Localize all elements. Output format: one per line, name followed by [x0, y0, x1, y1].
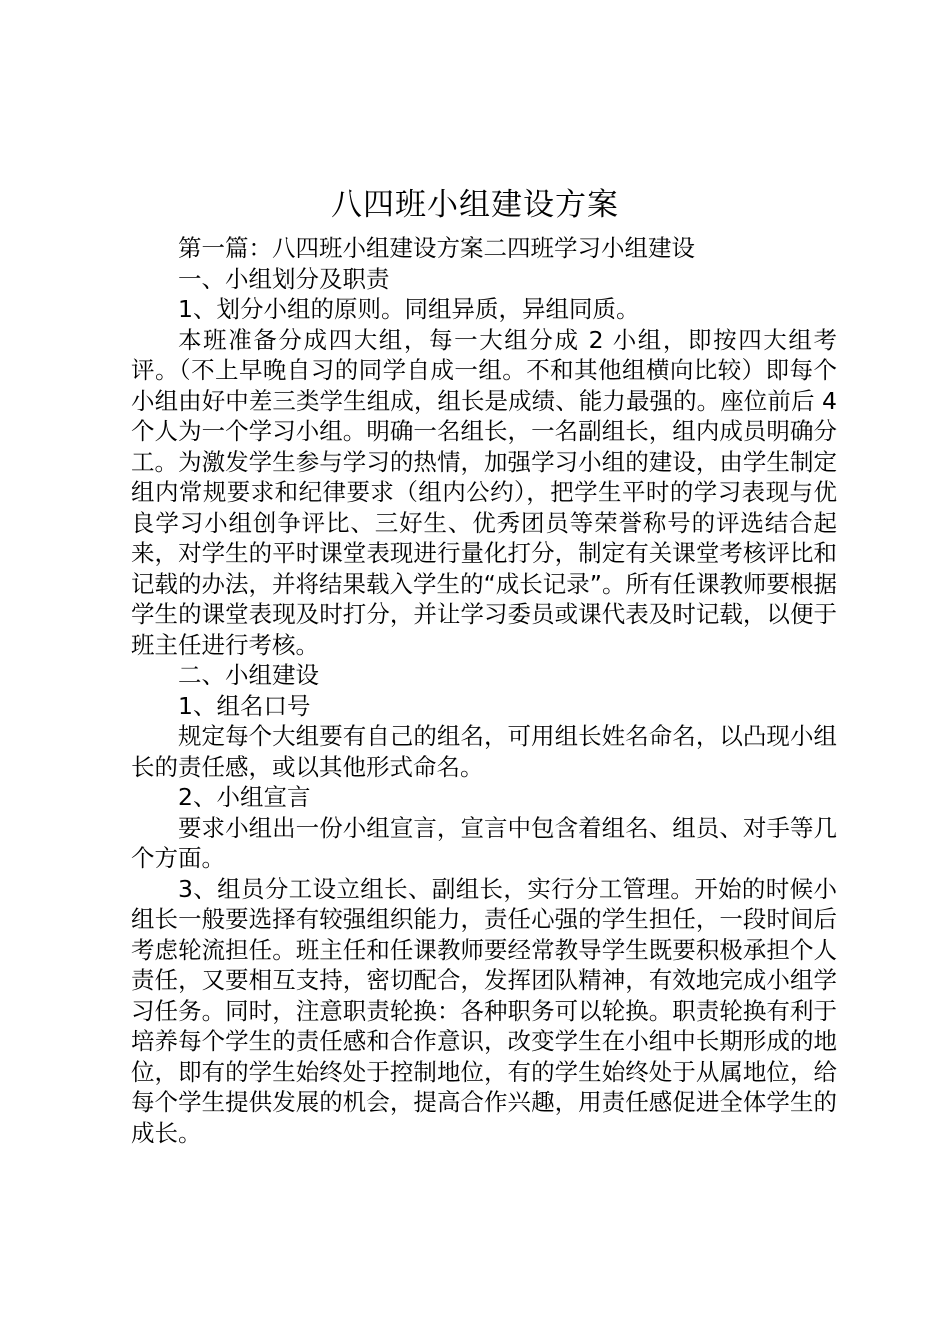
subsection-grouping-principle: 1、划分小组的原则。同组异质，异组同质。 [178, 295, 640, 323]
section-heading-group-building: 二、小组建设 [178, 661, 319, 689]
document-title: 八四班小组建设方案 [331, 187, 619, 223]
paragraph-part-heading: 第一篇：八四班小组建设方案二四班学习小组建设 [178, 234, 695, 262]
paragraph-member-roles: 3、组员分工设立组长、副组长，实行分工管理。开始的时候小组长一般要选择有较强组织能力，责任心强的学生担任，一段时间后考虑轮流担任。班主任和任课教师要经常教导学生既要积极承担个人责任，又要相互支持，密切配合，发挥团队精神，有效地完成小组学习任务。同时，注意职责轮换：各种职务可以轮换。职责轮换有利于培养每个学生的责任感和合作意识，改变学生在小组中长期形成的地位，即有的学生始终处于控制地位，有的学生始终处于从属地位，给每个学生提供发展的机会，提高合作兴趣，用责任感促进全体学生的成长。 [131, 874, 837, 1147]
paragraph-grouping-details: 本班准备分成四大组，每一大组分成 2 小组，即按四大组考评。（不上早晚自习的同学自成一组。不和其他组横向比较）即每个小组由好中差三类学生组成，组长是成绩、能力最强的。座位前后 4 个人为一个学习小组。明确一名组长，一名副组长，组内成员明确分工。为激发学生参与学习的热情，加强学习小组的建设，由学生制定组内常规要求和纪律要求（组内公约），把学生平时的学习表现与优良学习小组创争评比、三好生、优秀团员等荣誉称号的评选结合起来，对学生的平时课堂表现进行量化打分，制定有关课堂考核评比和记载的办法，并将结果载入学生的“成长记录”。所有任课教师要根据学生的课堂表现及时打分，并让学习委员或课代表及时记载，以便于班主任进行考核。 [131, 325, 837, 659]
section-heading-grouping: 一、小组划分及职责 [178, 264, 390, 293]
subsection-group-declaration: 2、小组宣言 [178, 783, 311, 811]
subsection-group-name: 1、组名口号 [178, 691, 311, 720]
document-body [131, 233, 837, 1148]
paragraph-group-name: 规定每个大组要有自己的组名，可用组长姓名命名，以凸现小组长的责任感，或以其他形式命名。 [131, 722, 837, 781]
paragraph-group-declaration: 要求小组出一份小组宣言，宣言中包含着组名、组员、对手等几个方面。 [131, 813, 837, 872]
